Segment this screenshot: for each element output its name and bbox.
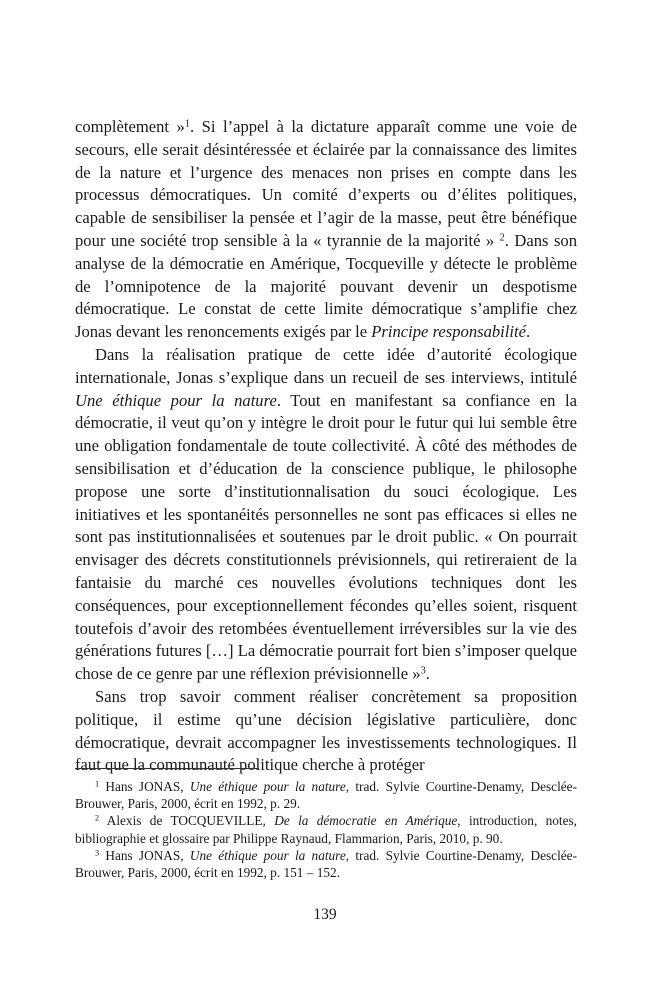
footnote-3 <box>75 847 577 881</box>
footnote-ref-1: 1 <box>184 118 190 130</box>
italic-title: Une éthique pour la nature <box>189 847 346 863</box>
italic-title: Une éthique pour la nature <box>75 390 277 410</box>
text-run: , introduction, notes, bibliographie et glossaire par Philippe Raynaud, Flammarion, Paris, 2010, p. 90. <box>75 813 578 846</box>
text-run: complètement » <box>75 117 185 136</box>
text-run: Alexis de TOCQUEVILLE, <box>99 813 275 829</box>
main-text <box>75 116 577 777</box>
footnote-divider <box>75 768 259 769</box>
italic-title: Une éthique pour la nature <box>189 779 346 794</box>
text-run: Hans JONAS, <box>99 847 190 863</box>
footnote-number: 1 <box>95 779 100 789</box>
text-run: . <box>425 664 430 684</box>
text-run: Sans trop savoir comment réaliser concrètement sa proposition politique, il estime qu’une décision législative particulière, donc démocratique, devrait accompagner les investissements technologiques. Il faut que la communauté politique cherche à protéger <box>75 686 577 775</box>
footnote-1 <box>75 778 577 812</box>
text-run: , trad. Sylvie Courtine-Denamy, Desclée-Brouwer, Paris, 2000, écrit en 1992, p. 29. <box>75 779 577 812</box>
footnotes <box>75 778 577 881</box>
footnote-ref-3: 3 <box>420 665 426 677</box>
paragraph-1 <box>75 116 577 344</box>
footnote-2 <box>75 812 577 846</box>
text-run: Dans la réalisation pratique de cette idée d’autorité écologique internationale, Jonas s’explique dans un recueil de ses interviews, intitulé <box>75 344 577 387</box>
footnote-ref-2: 2 <box>499 232 505 244</box>
italic-title: De la démocratie en Amérique <box>274 813 458 829</box>
text-run: . <box>525 322 531 342</box>
footnote-number: 3 <box>95 848 100 858</box>
text-run: . Si l’appel à la dictature apparaît comme une voie de secours, elle serait désintéressée et éclairée par la connaissance des limites de la nature et l’urgence des menaces non prises en compte dans les processus démocratiques. Un comité d’experts ou d’élites politiques, capable de sensibiliser la pensée et l’agir de la masse, peut être bénéfique pour une société trop sensible à la « tyrannie de la majorité » <box>75 117 577 250</box>
footnote-number: 2 <box>95 813 100 823</box>
italic-title: Principe responsabilité <box>371 322 526 342</box>
text-run: . Tout en manifestant sa confiance en la démocratie, il veut qu’on y intègre le droit pour le futur qui lui semble être une obligation fondamentale de toute collectivité. À côté des méthodes de sensibilisation et d’éducation de la conscience publique, le philosophe propose une sorte d’institutionnalisation du souci écologique. Les initiatives et les spontanéités personnelles ne sont pas efficaces si elles ne sont pas institutionnalisées et soutenues par le droit public. « On pourrait envisager des décrets constitutionnels prévisionnels, qui retireraient de la fantaisie du marché ces nouvelles évolutions techniques dont les conséquences, pour exceptionnellement fécondes qu’elles soient, risquent toutefois d’avoir des retombées éventuellement irréversibles sur la vie des générations futures […] La démocratie pourrait fort bien s’imposer quelque chose de ce genre par une réflexion prévisionnelle » <box>75 390 577 684</box>
text-run: , trad. Sylvie Courtine-Denamy, Desclée-Brouwer, Paris, 2000, écrit en 1992, p. 151 – 152. <box>75 847 577 881</box>
text-run: . Dans son analyse de la démocratie en Amérique, Tocqueville y détecte le problème de l’omnipotence de la majorité pouvant devenir un despotisme démocratique. Le constat de cette limite démocratique s’amplifie chez Jonas devant les renoncements exigés par le <box>75 230 577 342</box>
page-number: 139 <box>313 906 337 923</box>
text-run: Hans JONAS, <box>99 779 190 794</box>
paragraph-2 <box>75 344 577 686</box>
paragraph-3 <box>75 686 577 777</box>
